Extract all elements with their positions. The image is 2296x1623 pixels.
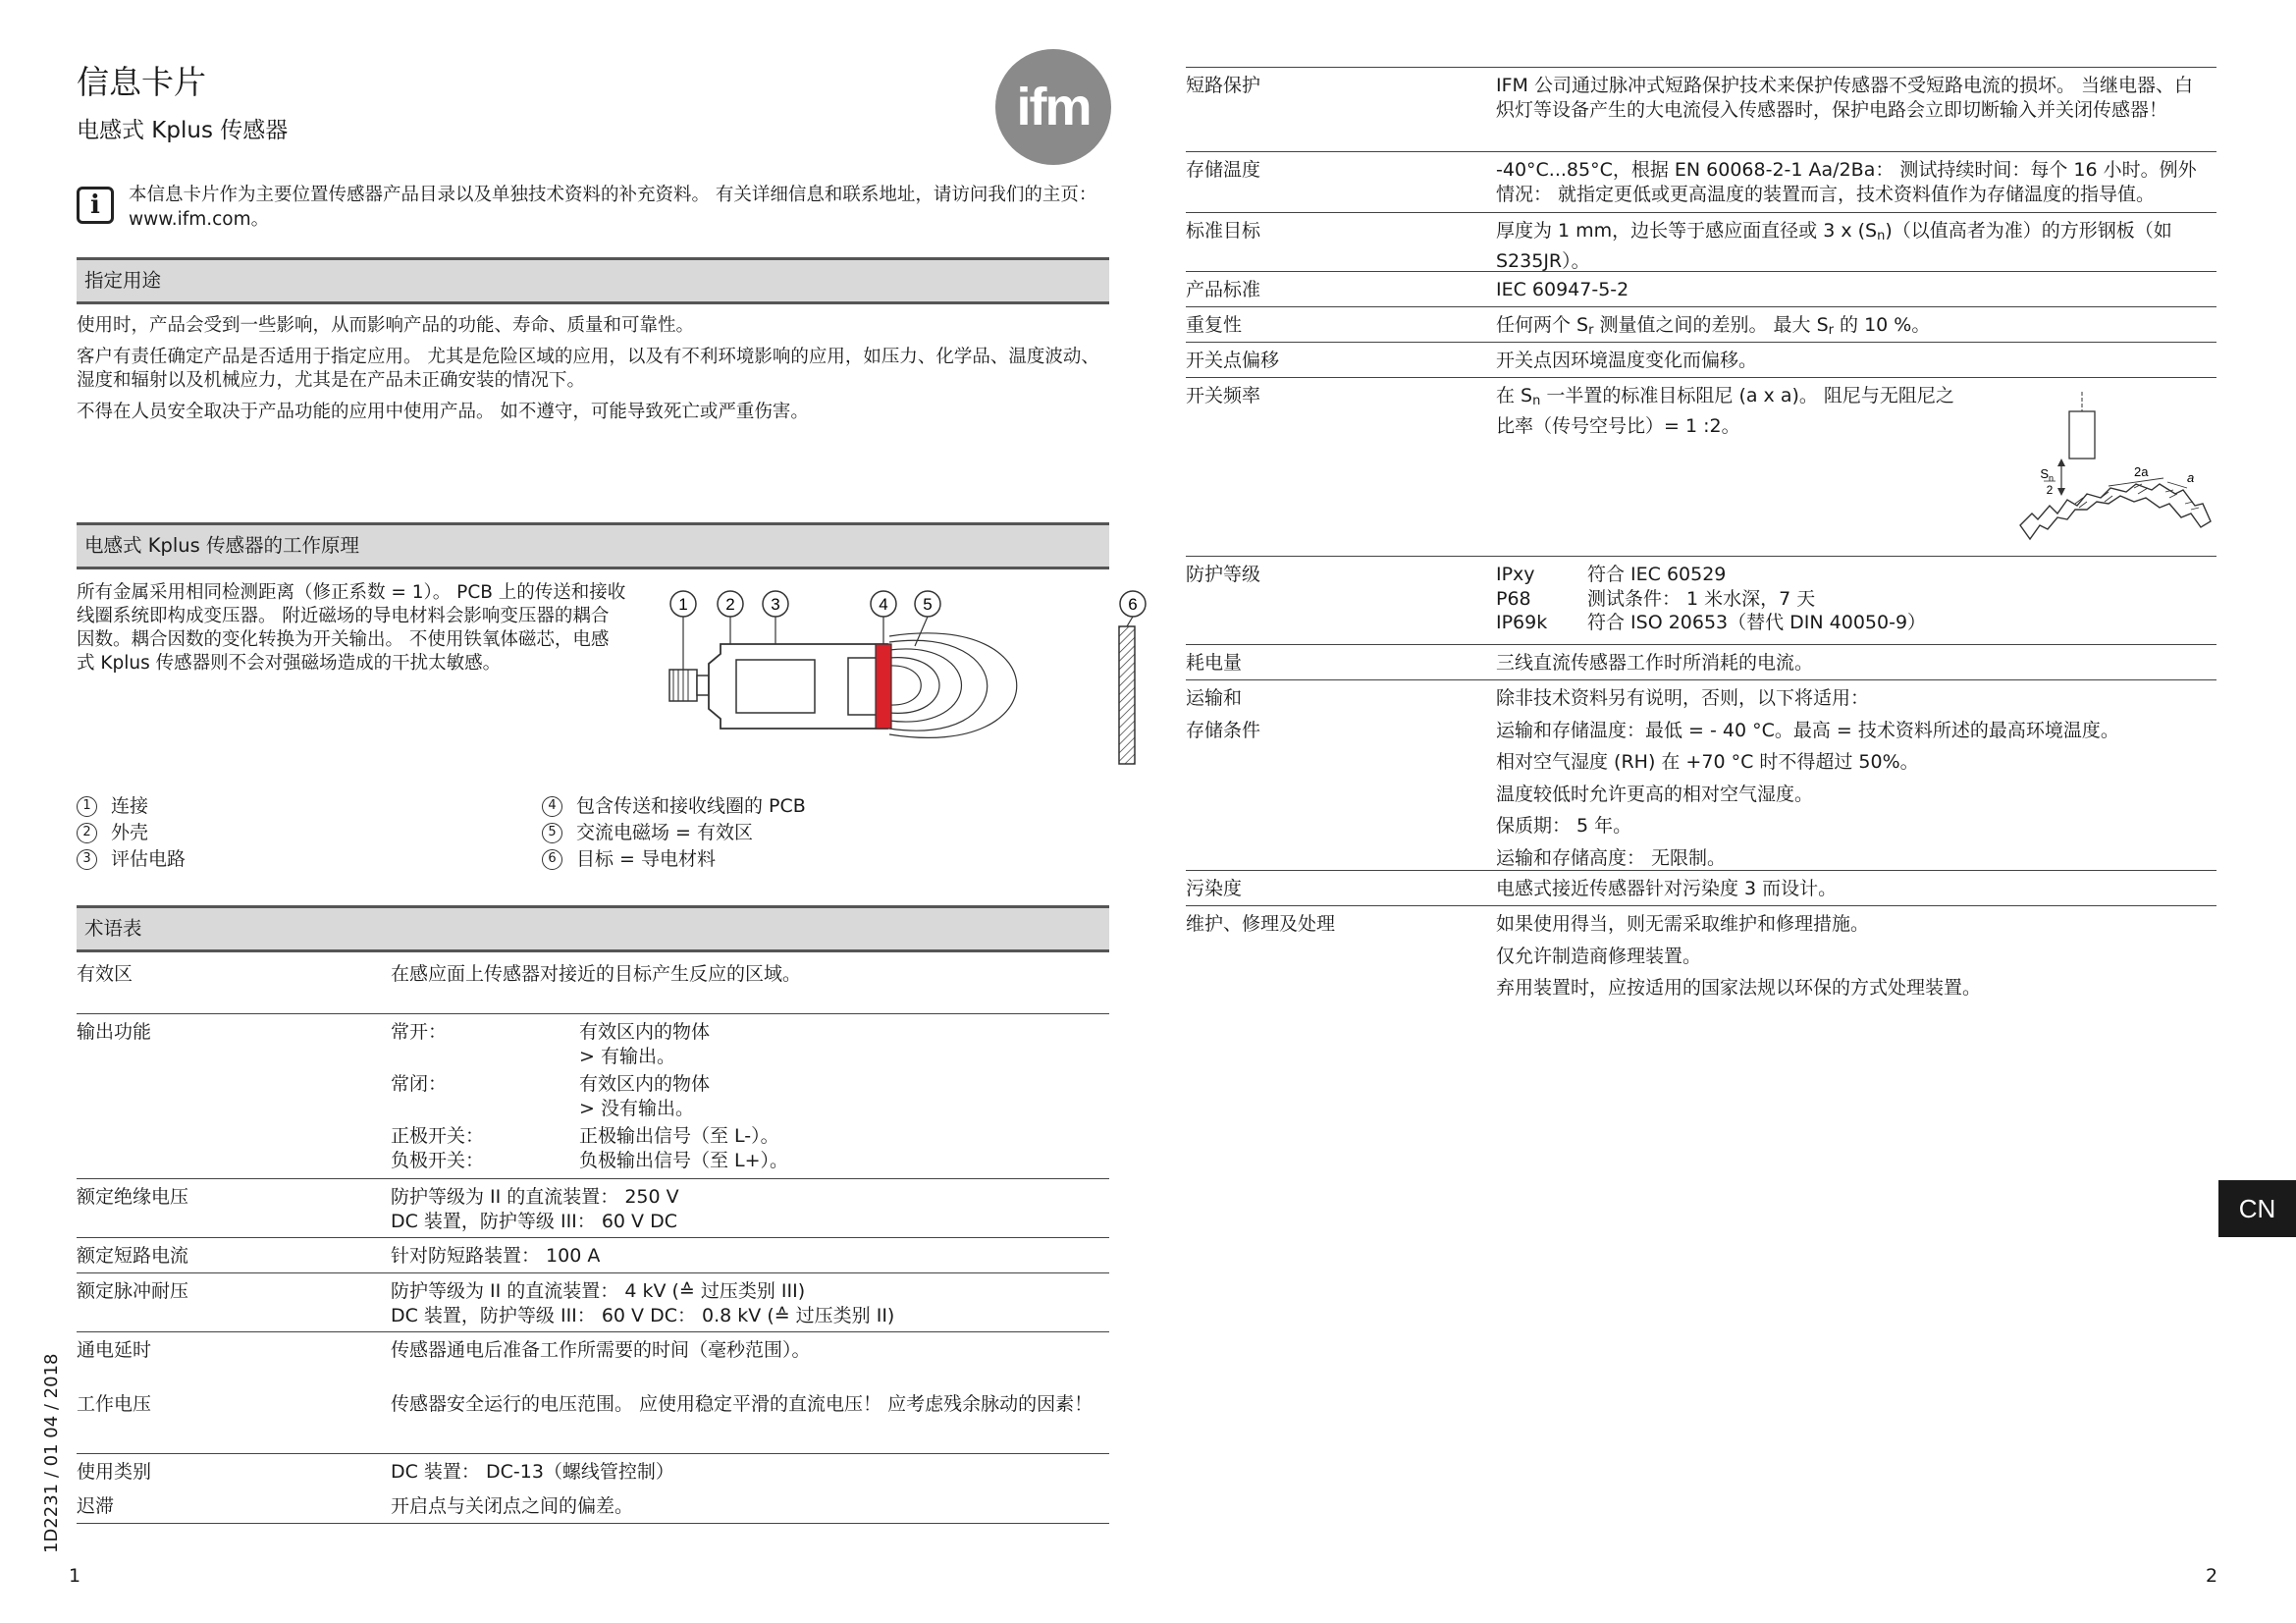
legend-item: 3 评估电路 — [77, 846, 186, 873]
spec-row-product-standard: 产品标准 IEC 60947-5-2 — [1186, 271, 2216, 306]
callout-1 — [670, 591, 696, 617]
svg-text:3: 3 — [771, 595, 780, 614]
page-number-right: 2 — [2206, 1565, 2218, 1587]
pcb-coil — [876, 644, 891, 729]
svg-text:6: 6 — [1128, 595, 1138, 614]
svg-text:1: 1 — [678, 595, 688, 614]
language-tab: CN — [2218, 1180, 2296, 1237]
spec-row-pollution-degree: 污染度 电感式接近传感器针对污染度 3 而设计。 — [1186, 870, 2216, 905]
callout-6 — [1120, 591, 1146, 617]
glossary-row-power-on-delay: 通电延时 传感器通电后准备工作所需要的时间（毫秒范围）。 — [77, 1331, 1109, 1386]
section-heading-principle: 电感式 Kplus 传感器的工作原理 — [77, 522, 1109, 569]
glossary-row-short-circuit-current: 额定短路电流 针对防短路装置： 100 A — [77, 1237, 1109, 1272]
callout-3 — [763, 591, 788, 617]
spec-row-transport-storage: 运输和 存储条件 除非技术资料另有说明，否则，以下将适用： 运输和存储温度：最低 = - 40 °C。最高 = 技术资料所述的最高环境温度。 相对空气湿度 (RH) 在 +70 °C 时不得超过 50%。 温度较低时允许更高的相对空气湿度。 保质期： 5 年。 运输和存储高度： 无限制。 — [1186, 679, 2216, 872]
glossary-row-effective-zone: 有效区 在感应面上传感器对接近的目标产生反应的区域。 — [77, 963, 802, 985]
glossary-row-output-function: 输出功能 常开： 有效区内的物体 > 有输出。 常闭： 有效区内的物体 > 没有输出。 正极开关： 正极输出信号（至 L-）。 负极开关： 负极输出信号（至 L+）。 — [77, 1013, 1109, 1178]
svg-text:Sn: $S_n$ — [2040, 466, 2054, 483]
glossary-row-hysteresis: 迟滞 开启点与关闭点之间的偏差。 — [77, 1495, 634, 1517]
legend-item: 5 交流电磁场 = 有效区 — [542, 820, 806, 846]
protection-item: P68 测试条件： 1 米水深，7 天 — [1496, 587, 1816, 610]
svg-text:4: 4 — [879, 595, 888, 614]
svg-text:2a: 2a — [2134, 464, 2149, 479]
svg-text:2: 2 — [2046, 483, 2054, 497]
spec-row-current-consumption: 耗电量 三线直流传感器工作时所消耗的电流。 — [1186, 644, 2216, 679]
glossary-end-rule — [77, 1523, 1109, 1524]
page-subtitle: 电感式 Kplus 传感器 — [77, 118, 289, 143]
spec-row-standard-target: 标准目标 厚度为 1 mm，边长等于感应面直径或 3 x $(S_n)$（以值高者为准）的方形钢板（如 S235JR）。 — [1186, 212, 2216, 271]
page-title: 信息卡片 — [77, 63, 206, 101]
intended-use-p3: 不得在人员安全取决于产品功能的应用中使用产品。 如不遵守，可能导致死亡或严重伤害。 — [77, 402, 809, 422]
glossary-row-insulation-voltage: 额定绝缘电压 防护等级为 II 的直流装置： 250 V DC 装置，防护等级 III： 60 V DC — [77, 1178, 1109, 1237]
svg-text:2: 2 — [725, 595, 735, 614]
callout-5 — [915, 591, 940, 617]
svg-text:5: 5 — [923, 595, 933, 614]
diagram-legend-left — [77, 793, 186, 873]
protection-item: IPxy 符合 IEC 60529 — [1496, 564, 1727, 585]
spec-row-storage-temperature: 存储温度 -40°C...85°C，根据 EN 60068-2-1 Aa/2Ba： 测试持续时间：每个 16 小时。例外情况： 就指定更低或更高温度的装置而言，技术资料值作为存储温度的指导值。 — [1186, 151, 2216, 212]
intended-use-p2: 客户有责任确定产品是否适用于指定应用。 尤其是危险区域的应用，以及有不利环境影响的应用，如压力、化学品、温度波动、湿度和辐射以及机械应力，尤其是在产品未正确安装的情况下。 — [77, 347, 1099, 391]
principle-text: 所有金属采用相同检测距离（修正系数 = 1）。 PCB 上的传送和接收线圈系统即构成变压器。 附近磁场的导电材料会影响变压器的耦合因数。耦合因数的变化转换为开关输出。 不使用铁氧体磁芯，电感式 Kplus 传感器则不会对强磁场造成的干扰太敏感。 — [77, 582, 626, 674]
legend-item: 1 连接 — [77, 793, 186, 820]
magnetic-field-lines — [889, 633, 1017, 738]
glossary-row-operating-voltage: 工作电压 传感器安全运行的电压范围。 应使用稳定平滑的直流电压！ 应考虑残余脉动的因素！ — [77, 1393, 1094, 1415]
info-text: 本信息卡片作为主要位置传感器产品目录以及单独技术资料的补充资料。 有关详细信息和联系地址，请访问我们的主页：www.ifm.com。 — [129, 185, 1097, 230]
legend-item: 2 外壳 — [77, 820, 186, 846]
callout-2 — [718, 591, 743, 617]
intended-use-p1: 使用时，产品会受到一些影响，从而影响产品的功能、寿命、质量和可靠性。 — [77, 315, 695, 336]
callout-4 — [871, 591, 896, 617]
glossary-row-utilisation-category: 使用类别 DC 装置： DC-13（螺线管控制） — [77, 1453, 1109, 1488]
legend-item: 4 包含传送和接收线圈的 PCB — [542, 793, 806, 820]
protection-item: IP69k 符合 ISO 20653（替代 DIN 40050-9） — [1496, 612, 1927, 633]
spec-row-switching-frequency: 开关频率 在 $S_n$ 一半置的标准目标阻尼 (a x a)。 阻尼与无阻尼之比率（传号空号比）= 1 :2。 $S_n$ 2 2a a — [1186, 377, 2216, 556]
switching-frequency-diagram — [2018, 388, 2215, 551]
info-note — [77, 183, 1109, 232]
target-plate — [1119, 626, 1135, 764]
spec-row-short-circuit-protection: 短路保护 IFM 公司通过脉冲式短路保护技术来保护传感器不受短路电流的损坏。 当继电器、白炽灯等设备产生的大电流侵入传感器时，保护电路会立即切断输入并关闭传感器！ — [1186, 67, 2216, 151]
spec-row-protection-rating: 防护等级 IPxy 符合 IEC 60529 P68 测试条件： 1 米水深，7 天 IP69k 符合 ISO 20653（替代 DIN 40050-9） — [1186, 556, 2216, 646]
spec-row-repeatability: 重复性 任何两个 $S_r$ 测量值之间的差别。 最大 $S_r$ 的 10 %。 — [1186, 306, 2216, 342]
spec-row-maintenance: 维护、修理及处理 如果使用得当，则无需采取维护和修理措施。 仅允许制造商修理装置。 弃用装置时，应按适用的国家法规以环保的方式处理装置。 — [1186, 905, 2216, 1013]
info-icon: i — [77, 187, 114, 224]
glossary-row-impulse-voltage: 额定脉冲耐压 防护等级为 II 的直流装置： 4 kV (≙ 过压类别 III) DC 装置，防护等级 III： 60 V DC： 0.8 kV (≙ 过压类别 II) — [77, 1272, 1109, 1331]
ifm-logo: ifm — [995, 49, 1111, 165]
section-heading-glossary: 术语表 — [77, 905, 1109, 952]
sensor-principle-diagram — [662, 585, 1152, 772]
spec-row-switch-point-drift: 开关点偏移 开关点因环境温度变化而偏移。 — [1186, 342, 2216, 377]
section-heading-intended-use: 指定用途 — [77, 257, 1109, 304]
legend-item: 6 目标 = 导电材料 — [542, 846, 806, 873]
page-number-left: 1 — [69, 1565, 81, 1587]
diagram-legend-right — [542, 793, 806, 873]
document-code: 1D2231 / 01 04 / 2018 — [41, 1353, 62, 1553]
svg-text:a: a — [2187, 470, 2195, 485]
